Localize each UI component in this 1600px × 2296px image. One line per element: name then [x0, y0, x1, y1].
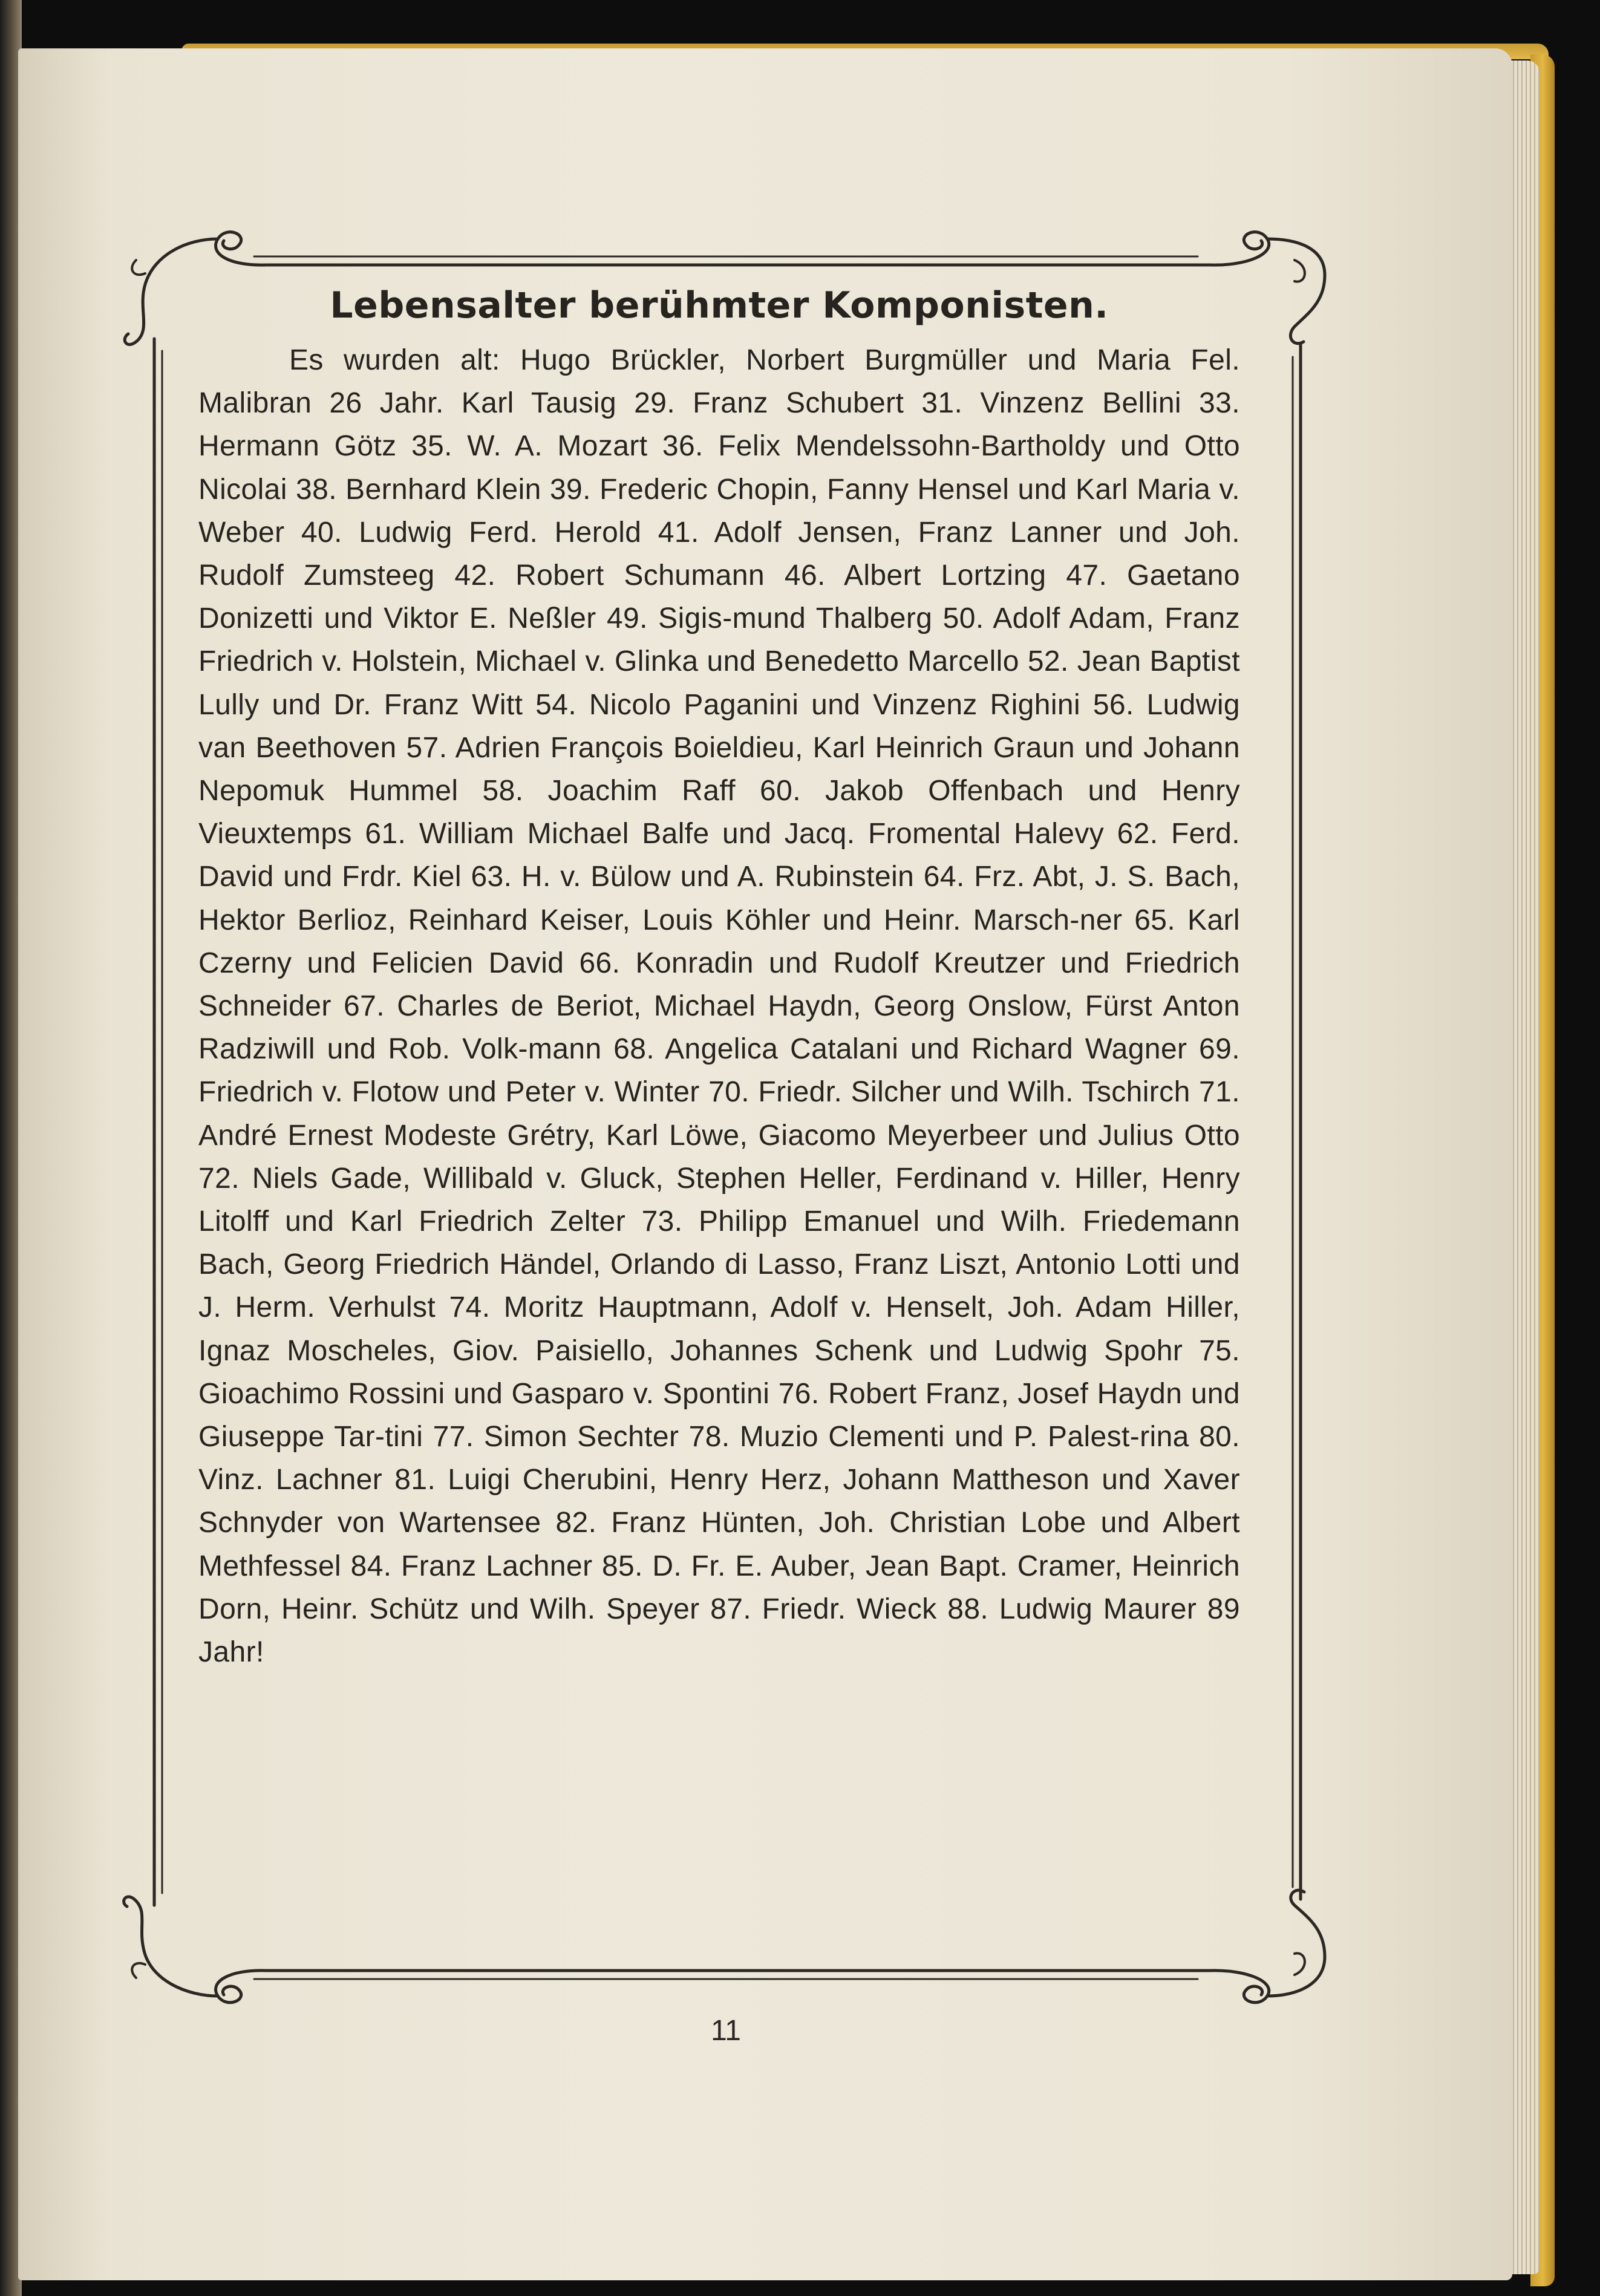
page-title: Lebensalter berühmter Komponisten. — [330, 284, 1109, 327]
text-block — [198, 284, 1240, 1674]
composer-ages-paragraph: Es wurden alt: Hugo Brückler, Norbert Burgmüller und Maria Fel. Malibran 26 Jahr. Karl Tausig 29. Franz Schubert 31. Vinzenz Bellini 33. Hermann Götz 35. W. A. Mozart 36. Felix Mendelssohn-Bartholdy und Otto Nicolai 38. Bernhard Klein 39. Frederic Chopin, Fanny Hensel und Karl Maria v. Weber 40. Ludwig Ferd. Herold 41. Adolf Jensen, Franz Lanner und Joh. Rudolf Zumsteeg 42. Robert Schumann 46. Albert Lortzing 47. Gaetano Donizetti und Viktor E. Neßler 49. Sigis-mund Thalberg 50. Adolf Adam, Franz Friedrich v. Holstein, Michael v. Glinka und Benedetto Marcello 52. Jean Baptist Lully und Dr. Franz Witt 54. Nicolo Paganini und Vinzenz Righini 56. Ludwig van Beethoven 57. Adrien François Boieldieu, Karl Heinrich Graun und Johann Nepomuk Hummel 58. Joachim Raff 60. Jakob Offenbach und Henry Vieuxtemps 61. William Michael Balfe und Jacq. Fromental Halevy 62. Ferd. David und Frdr. Kiel 63. H. v. Bülow und A. Rubinstein 64. Frz. Abt, J. S. Bach, Hektor Berlioz, Reinhard Keiser, Louis Köhler und Heinr. Marsch-ner 65. Karl Czerny und Felicien David 66. Konradin und Rudolf Kreutzer und Friedrich Schneider 67. Charles de Beriot, Michael Haydn, Georg Onslow, Fürst Anton Radziwill und Rob. Volk-mann 68. Angelica Catalani und Richard Wagner 69. Friedrich v. Flotow und Peter v. Winter 70. Friedr. Silcher und Wilh. Tschirch 71. André Ernest Modeste Grétry, Karl Löwe, Giacomo Meyerbeer und Julius Otto 72. Niels Gade, Willibald v. Gluck, Stephen Heller, Ferdinand v. Hiller, Henry Litolff und Karl Friedrich Zelter 73. Philipp Emanuel und Wilh. Friedemann Bach, Georg Friedrich Händel, Orlando di Lasso, Franz Liszt, Antonio Lotti und J. Herm. Verhulst 74. Moritz Hauptmann, Adolf v. Henselt, Joh. Adam Hiller, Ignaz Moscheles, Giov. Paisiello, Johannes Schenk und Ludwig Spohr 75. Gioachimo Rossini und Gasparo v. Spontini 76. Robert Franz, Josef Haydn und Giuseppe Tar-tini 77. Simon Sechter 78. Muzio Clementi und P. Palest-rina 80. Vinz. Lachner 81. Luigi Cherubini, Henry Herz, Johann Mattheson und Xaver Schnyder von Wartensee 82. Franz Hünten, Joh. Christian Lobe und Albert Methfessel 84. Franz Lachner 85. D. Fr. E. Auber, Jean Bapt. Cramer, Heinrich Dorn, Heinr. Schütz und Wilh. Speyer 87. Friedr. Wieck 88. Ludwig Maurer 89 Jahr! — [198, 344, 1240, 1669]
page-number: 11 — [711, 2015, 741, 2047]
